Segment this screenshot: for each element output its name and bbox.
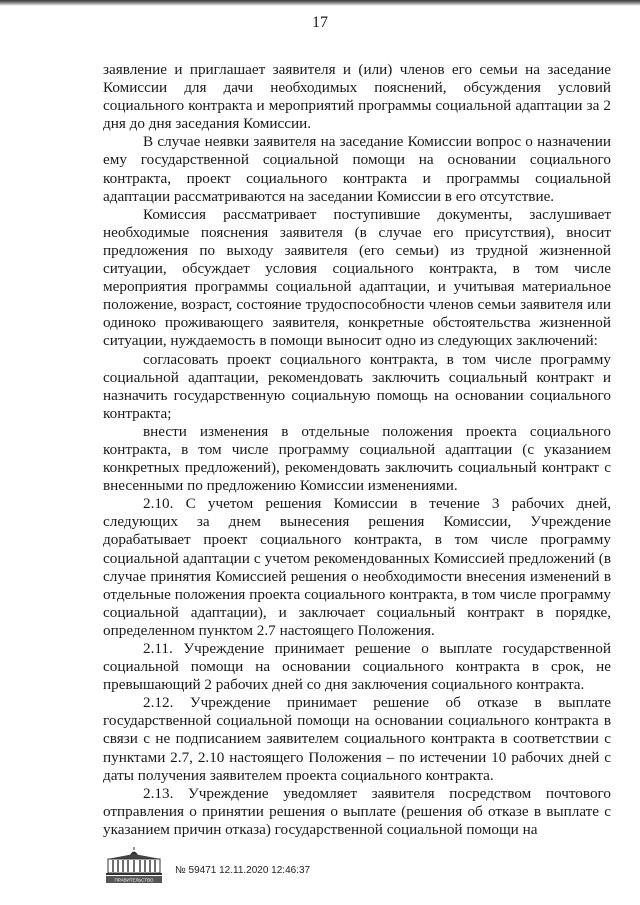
- clause-2-10: 2.10. С учетом решения Комиссии в течение 3 рабочих дней, следующих за днем вынесения решения Комиссии, Учреждение дорабатывает проект социального контракта, в том числе программу социальной адаптации с учетом рекомендованных Комиссией предложений (в случае принятия Комиссией решения о необходимости внесения изменений в отдельные положения проекта социального контракта, в том числе программу социальной адаптации), и заключает социальный контракт в порядке, определенном пунктом 2.7 настоящего Положения.: [103, 495, 611, 639]
- government-building-emblem: [103, 845, 165, 885]
- emblem-caption: ПРАВИТЕЛЬСТВО: [114, 877, 154, 883]
- paragraph-option-approve: согласовать проект социального контракта, в том числе программу социальной адаптации, рекомендовать заключить социальный контракт и назначить государственную социальную помощь на основании социального контракта;: [103, 350, 611, 422]
- paragraph-option-amend: внести изменения в отдельные положения проекта социального контракта, в том числе программу социальной адаптации (с указанием конкретных предложений), рекомендовать заключить социальный контракт с внесенными по предложению Комиссии изменениями.: [103, 422, 611, 495]
- paragraph-continuation: заявление и приглашает заявителя и (или) членов его семьи на заседание Комиссии для дачи необходимых пояснений, обсуждения условий социального контракта и мероприятий программы социальной адаптации за 2 дня до дня заседания Комиссии.: [103, 61, 611, 133]
- document-registration-stamp: № 59471 12.11.2020 12:46:37: [175, 865, 311, 876]
- scan-top-edge: [0, 0, 640, 6]
- clause-2-13: 2.13. Учреждение уведомляет заявителя посредством почтового отправления о принятии решения о выплате (решения об отказе в выплате с указанием причин отказа) государственной социальной помощи на: [103, 784, 611, 838]
- paragraph-absence-case: В случае неявки заявителя на заседание Комиссии вопрос о назначении ему государственной социальной помощи на основании социального контракта, проект социального контракта и программы социальной адаптации рассматриваются на заседании Комиссии в его отсутствие.: [103, 133, 611, 205]
- page-footer: [103, 845, 611, 885]
- document-body: [103, 61, 611, 839]
- page-number: 17: [312, 14, 328, 31]
- paragraph-commission-review: Комиссия рассматривает поступившие документы, заслушивает необходимые пояснения заявителя (в случае его присутствия), вносит предложения по выходу заявителя (его семьи) из трудной жизненной ситуации, обсуждает условия социального контракта, в том числе мероприятия программы социальной адаптации, и учитывая материальное положение, возраст, состояние трудоспособности членов семьи заявителя или одиноко проживающего заявителя, конкретные обстоятельства жизненной ситуации, нуждаемость в помощи выносит одно из следующих заключений:: [103, 205, 611, 350]
- clause-2-11: 2.11. Учреждение принимает решение о выплате государственной социальной помощи на основании социального контракта в срок, не превышающий 2 рабочих дней со дня заключения социального контракта.: [103, 640, 611, 694]
- clause-2-12: 2.12. Учреждение принимает решение об отказе в выплате государственной социальной помощи на основании социального контракта в связи с не подписанием заявителем социального контракта в соответствии с пунктами 2.7, 2.10 настоящего Положения – по истечении 10 рабочих дней с даты получения заявителем проекта социального контракта.: [103, 694, 611, 784]
